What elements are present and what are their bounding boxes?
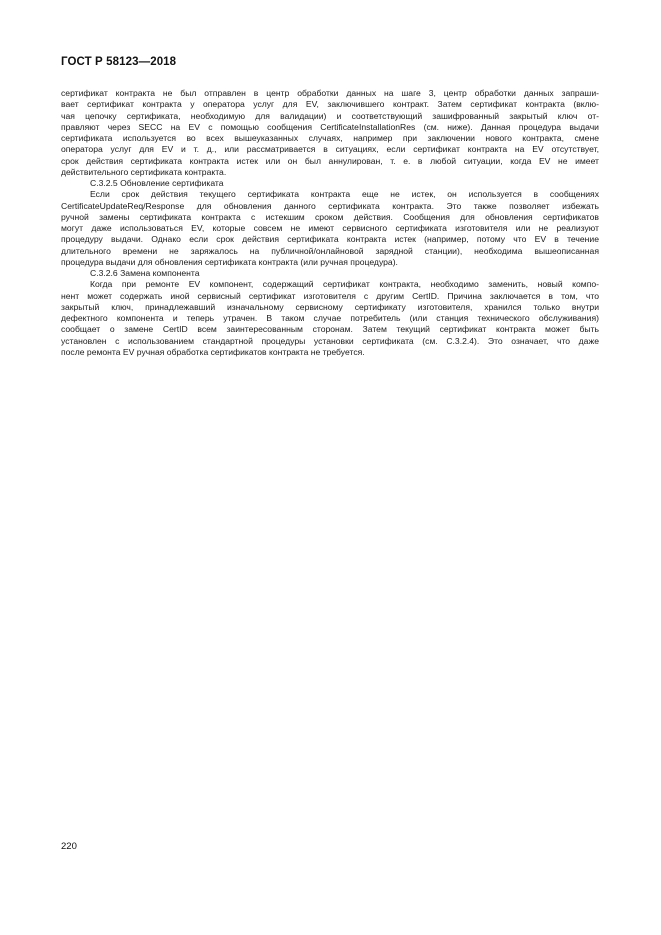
text-line: процедура выдачи для обновления сертификата контракта (или ручная процедура). <box>61 256 398 267</box>
standard-designation: ГОСТ Р 58123—2018 <box>61 56 177 68</box>
paragraph-certificate-issuance <box>61 88 599 178</box>
paragraph-certificate-update <box>61 189 599 268</box>
text-line: длительного времени не заряжалось на публичной/онлайновой зарядной станции), необходима вышеописанная <box>61 245 599 256</box>
text-line: CertificateUpdateReq/Response для обновления данного сертификата контракта. Это также позволяет избежать <box>61 200 599 211</box>
text-line: установлен с использованием стандартной процедуры установки сертификата (см. С.3.2.4). Это означает, что даже <box>61 335 599 346</box>
text-line: правляют через SECC на EV с помощью сообщения CertificateInstallationRes (см. ниже). Данная процедура выдачи <box>61 121 599 132</box>
text-line: вает сертификат контракта у оператора услуг для EV, заключившего контракт. Затем сертификат контракта (вклю- <box>61 99 599 110</box>
text-line: сертификата используется во всех вышеуказанных случаях, например при заключении нового контракта, смене <box>61 133 599 143</box>
text-line: могут даже использоваться EV, которые совсем не имеют сервисного сертификата изготовителя или не реализуют <box>61 223 599 233</box>
text-line: нент может содержать иной сервисный сертификат изготовителя с другим CertID. Причина заключается в том, что <box>61 290 599 301</box>
text-line: процедуру выдачи. Однако если срок действия сертификата контракта истек (например, потому что EV в течение <box>61 234 599 245</box>
text-line: срок действия сертификата контракта истек или он был аннулирован, т. е. в любой ситуации, когда EV не имеет <box>61 155 599 166</box>
text-line: чая цепочку сертификата, необходимую для валидации) и соответствующий зашифрованный закрытый ключ от- <box>61 110 599 121</box>
paragraph-component-replacement <box>61 279 599 358</box>
text-line: закрытый ключ, принадлежавший изначальному сервисному сертификату изготовителя, хранился только внутри <box>61 301 599 312</box>
text-line: оператора услуг для EV и т. д., или рассматривается в ситуациях, если сертификат контракта на EV отсутствует, <box>61 144 599 155</box>
page-number: 220 <box>61 841 77 852</box>
section-heading-component-replacement: С.3.2.6 Замена компонента <box>90 268 200 278</box>
section-heading-certificate-update: С.3.2.5 Обновление сертификата <box>90 178 224 188</box>
text-line: ручной замены сертификата контракта с истекшим сроком действия. Сообщения для обновления сертификатов <box>61 211 599 222</box>
text-line: действительного сертификата контракта. <box>61 166 227 177</box>
text-line: сообщает о замене CertID всем заинтересованным сторонам. Затем текущий сертификат контракта может быть <box>61 324 599 335</box>
document-body <box>61 88 599 358</box>
text-line: дефектного компонента и теперь утрачен. В таком случае потребитель (или станция технического обслуживания) <box>61 313 599 323</box>
text-line: Если срок действия текущего сертификата контракта еще не истек, он используется в сообщениях <box>90 189 599 200</box>
text-line: сертификат контракта не был отправлен в центр обработки данных на шаге 3, центр обработки данных запраши- <box>61 88 599 98</box>
text-line: Когда при ремонте EV компонент, содержащий сертификат контракта, необходимо заменить, новый компо- <box>90 279 599 290</box>
text-line: после ремонта EV ручная обработка сертификатов контракта не требуется. <box>61 346 365 357</box>
